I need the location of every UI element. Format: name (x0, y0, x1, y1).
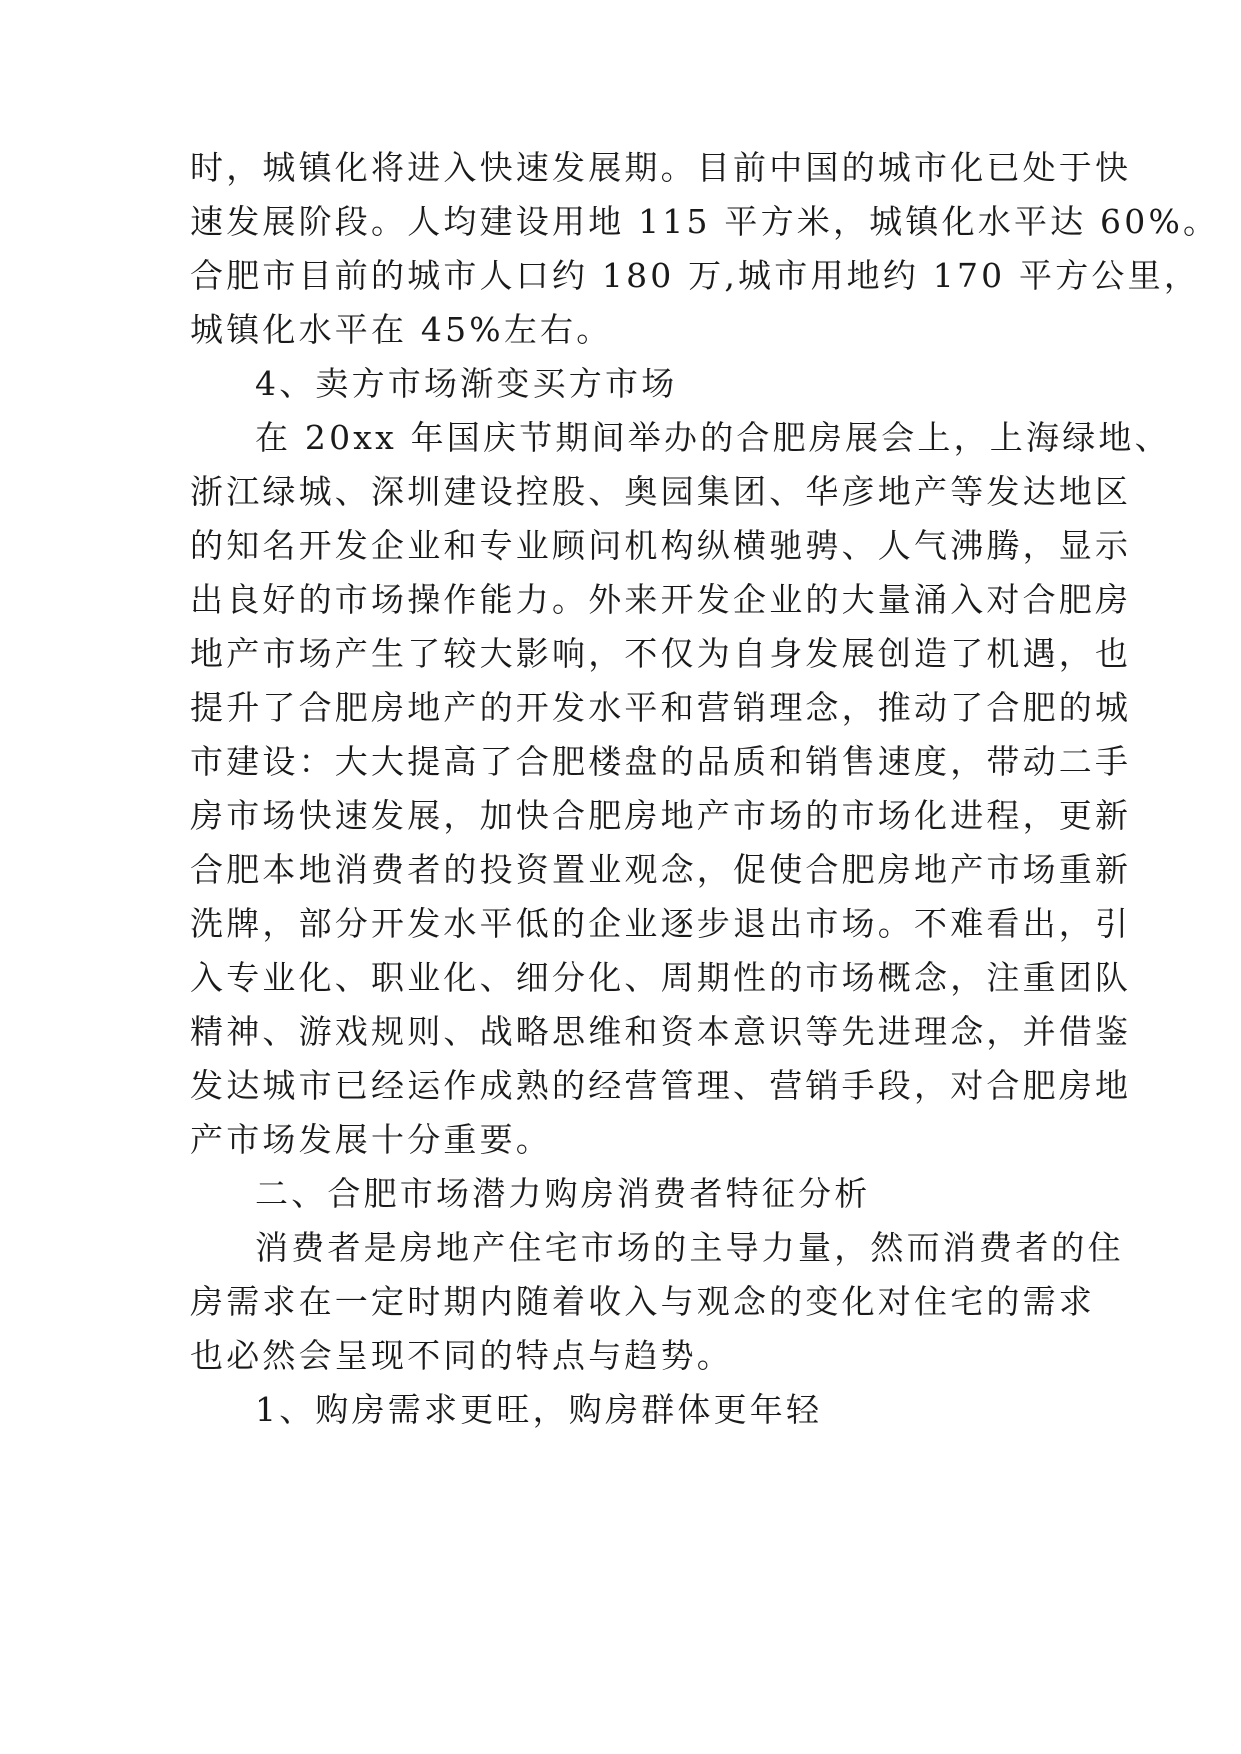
paragraph-start: 在 20xx 年国庆节期间举办的合肥房展会上，上海绿地、 (255, 418, 1171, 457)
text-line: 的知名开发企业和专业顾问机构纵横驰骋、人气沸腾，显示 (190, 526, 1132, 565)
text-line: 入专业化、职业化、细分化、周期性的市场概念，注重团队 (190, 958, 1132, 997)
text-line: 时，城镇化将进入快速发展期。目前中国的城市化已处于快 (190, 148, 1132, 187)
text-line: 也必然会呈现不同的特点与趋势。 (190, 1336, 733, 1375)
paragraph-start: 消费者是房地产住宅市场的主导力量，然而消费者的住 (255, 1228, 1124, 1267)
text-line: 合肥本地消费者的投资置业观念，促使合肥房地产市场重新 (190, 850, 1132, 889)
section-heading: 1、购房需求更旺，购房群体更年轻 (255, 1390, 823, 1429)
text-line: 合肥市目前的城市人口约 180 万,城市用地约 170 平方公里， (190, 256, 1201, 295)
text-line: 速发展阶段。人均建设用地 115 平方米，城镇化水平达 60%。 (190, 202, 1220, 241)
text-line: 洗牌，部分开发水平低的企业逐步退出市场。不难看出，引 (190, 904, 1132, 943)
text-line: 市建设：大大提高了合肥楼盘的品质和销售速度，带动二手 (190, 742, 1132, 781)
text-line: 房市场快速发展，加快合肥房地产市场的市场化进程，更新 (190, 796, 1132, 835)
text-line: 提升了合肥房地产的开发水平和营销理念，推动了合肥的城 (190, 688, 1132, 727)
section-heading: 4、卖方市场渐变买方市场 (255, 364, 678, 403)
text-line: 地产市场产生了较大影响，不仅为自身发展创造了机遇，也 (190, 634, 1132, 673)
text-line: 城镇化水平在 45%左右。 (190, 310, 613, 349)
text-line: 发达城市已经运作成熟的经营管理、营销手段，对合肥房地 (190, 1066, 1132, 1105)
text-line: 精神、游戏规则、战略思维和资本意识等先进理念，并借鉴 (190, 1012, 1132, 1051)
text-line: 产市场发展十分重要。 (190, 1120, 552, 1159)
text-line: 浙江绿城、深圳建设控股、奥园集团、华彦地产等发达地区 (190, 472, 1132, 511)
text-line: 出良好的市场操作能力。外来开发企业的大量涌入对合肥房 (190, 580, 1132, 619)
text-line: 房需求在一定时期内随着收入与观念的变化对住宅的需求 (190, 1282, 1095, 1321)
section-heading: 二、合肥市场潜力购房消费者特征分析 (255, 1174, 871, 1213)
